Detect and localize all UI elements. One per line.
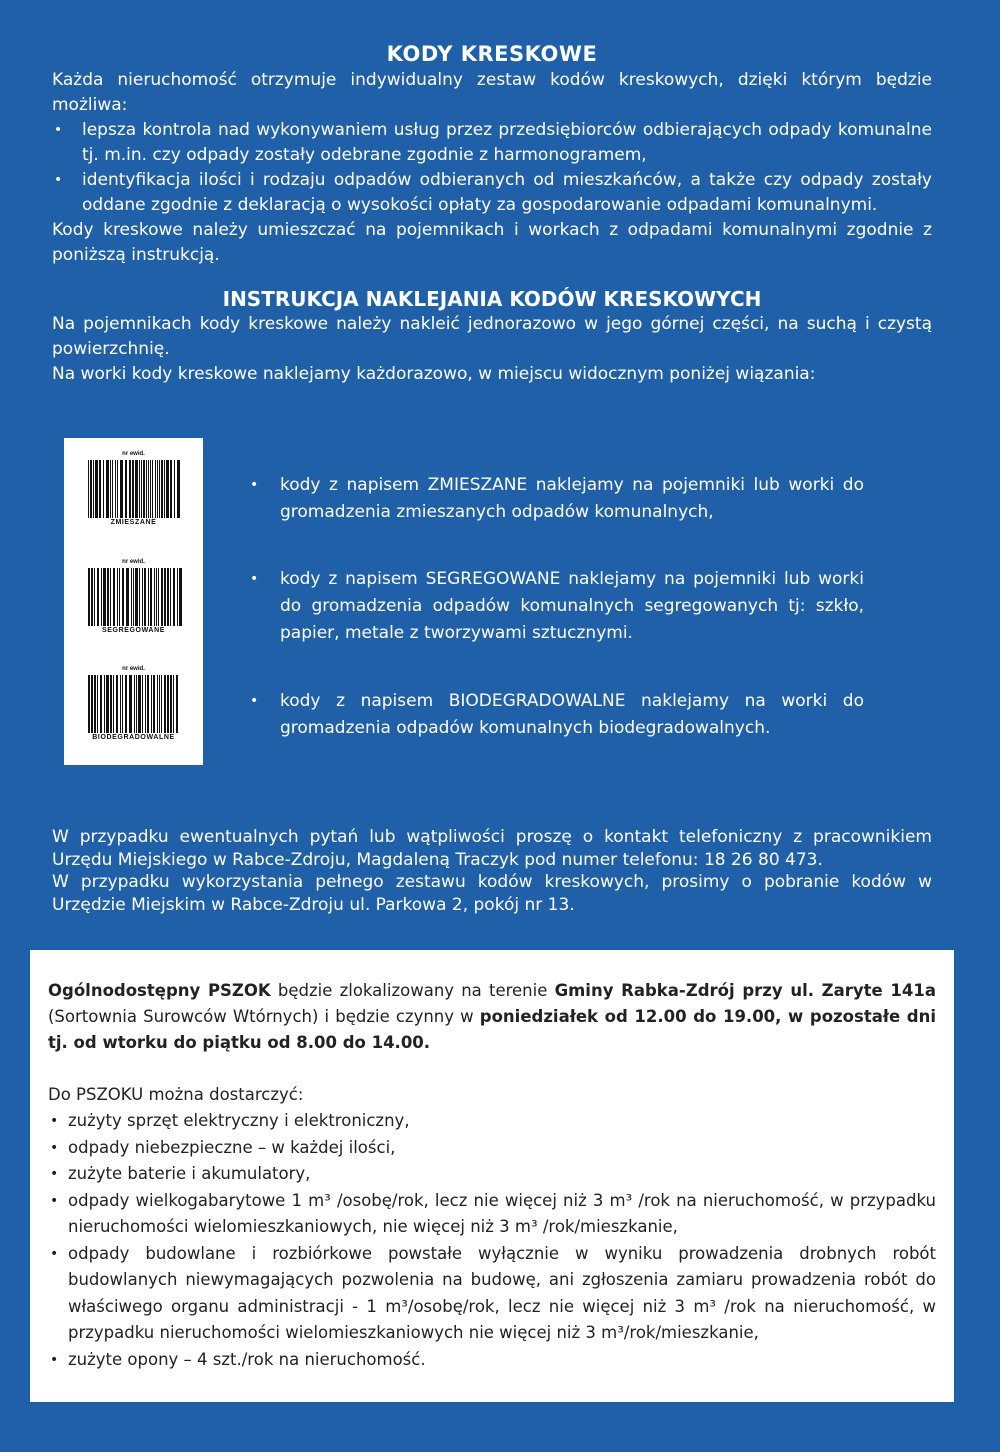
list-item: • zużyty sprzęt elektryczny i elektroniczny, — [48, 1108, 936, 1135]
barcode-type-label: SEGREGOWANE — [102, 627, 165, 634]
section-title: KODY KRESKOWE — [386, 42, 598, 66]
barcode-info-section — [52, 40, 932, 387]
barcode-usage-item-1 — [250, 472, 864, 526]
barcode-sample-card — [64, 438, 203, 765]
list-item: • identyfikacja ilości i rodzaju odpadów odbieranych od mieszkańców, a także czy odpady zostały oddane zgodnie z deklaracją o wysokości opłaty za gospodarowanie odpadami komunalnymi. — [52, 168, 932, 218]
list-item: • zużyte baterie i akumulatory, — [48, 1161, 936, 1188]
barcode-usage-item-2 — [250, 566, 864, 647]
barcode-nr-label: nr ewid. — [122, 559, 145, 565]
bullet-icon: • — [250, 477, 259, 493]
pszok-address: Gminy Rabka-Zdrój przy ul. Zaryte 141a — [554, 981, 936, 1000]
pszok-info-box — [30, 950, 954, 1402]
benefits-list — [52, 118, 932, 218]
barcode-usage-text: kody z napisem SEGREGOWANE naklejamy na pojemniki lub worki do gromadzenia odpadów komunalnych segregowanych tj: szkło, papier, metale z tworzywami sztucznymi. — [280, 569, 864, 643]
contact-section — [52, 826, 932, 916]
barcode-usage-text: kody z napisem ZMIESZANE naklejamy na pojemniki lub worki do gromadzenia zmieszanych odpadów komunalnych, — [280, 475, 864, 522]
pszok-hours: poniedziałek od 12.00 do 19.00, w pozostałe dni tj. od wtorku do piątku od 8.00 do 14.00. — [48, 1007, 936, 1052]
bullet-icon: • — [250, 693, 259, 709]
contact-paragraph: W przypadku ewentualnych pytań lub wątpliwości proszę o kontakt telefoniczny z pracownikiem Urzędu Miejskiego w Rabce-Zdroju, Magdaleną Traczyk pod numer telefonu: 18 26 80 473. — [52, 827, 932, 870]
instruction-paragraph-2: Na worki kody kreskowe naklejamy każdorazowo, w miejscu widocznym poniżej wiązania: — [52, 364, 816, 384]
list-item: • zużyte opony – 4 szt./rok na nieruchomość. — [48, 1347, 936, 1374]
barcode-usage-item-3 — [250, 688, 864, 742]
list-item: • lepsza kontrola nad wykonywaniem usług przez przedsiębiorców odbierających odpady komunalne tj. m.in. czy odpady zostały odebrane zgodnie z harmonogramem, — [52, 118, 932, 168]
barcode-nr-label: nr ewid. — [122, 666, 145, 672]
instruction-paragraph-1: Na pojemnikach kody kreskowe należy nakleić jednorazowo w jego górnej części, na suchą i czystą powierzchnię. — [52, 314, 932, 359]
barcode-icon — [86, 568, 182, 626]
pszok-location-paragraph — [48, 978, 936, 1056]
text-span: (Sortownia Surowców Wtórnych) i będzie czynny w — [48, 1007, 480, 1026]
barcode-type-label: ZMIESZANE — [110, 519, 157, 526]
outro-paragraph: Kody kreskowe należy umieszczać na pojemnikach i workach z odpadami komunalnymi zgodnie z poniższą instrukcją. — [52, 220, 932, 265]
barcode-icon — [86, 675, 182, 733]
barcode-nr-label: nr ewid. — [122, 451, 145, 457]
text-span: będzie zlokalizowany na terenie — [270, 981, 555, 1000]
barcode-zmieszane — [64, 450, 203, 527]
barcode-icon — [86, 460, 182, 518]
list-item: • odpady niebezpieczne – w każdej ilości, — [48, 1135, 936, 1162]
barcode-usage-text: kody z napisem BIODEGRADOWALNE naklejamy na worki do gromadzenia odpadów komunalnych biodegradowalnych. — [280, 691, 864, 738]
barcode-segregowane — [64, 558, 203, 635]
barcode-biodegradowalne — [64, 665, 203, 742]
list-item: • odpady wielkogabarytowe 1 m³ /osobę/rok, lecz nie więcej niż 3 m³ /rok na nieruchomość, w przypadku nieruchomości wielomieszkaniowych, nie więcej niż 3 m³ /rok/mieszkanie, — [48, 1188, 936, 1241]
pszok-items-list — [48, 1108, 936, 1373]
instruction-title: INSTRUKCJA NAKLEJANIA KODÓW KRESKOWYCH — [222, 287, 762, 311]
intro-paragraph: Każda nieruchomość otrzymuje indywidualny zestaw kodów kreskowych, dzięki którym będzie możliwa: — [52, 70, 932, 115]
list-item: • odpady budowlane i rozbiórkowe powstałe wyłącznie w wyniku prowadzenia drobnych robót budowlanych niewymagających pozwolenia na budowę, ani zgłoszenia zamiaru prowadzenia robót do właściwego organu administracji - 1 m³/osobę/rok, lecz nie więcej niż 3 m³ /rok na nieruchomość, w przypadku nieruchomości wielomieszkaniowych nie więcej niż 3 m³/rok/mieszkanie, — [48, 1241, 936, 1347]
pszok-list-intro: Do PSZOKU można dostarczyć: — [48, 1085, 304, 1104]
pszok-name: Ogólnodostępny PSZOK — [48, 981, 271, 1000]
pickup-paragraph: W przypadku wykorzystania pełnego zestawu kodów kreskowych, prosimy o pobranie kodów w Urzędzie Miejskim w Rabce-Zdroju ul. Parkowa 2, pokój nr 13. — [52, 872, 932, 915]
bullet-icon: • — [250, 571, 259, 587]
barcode-type-label: BIODEGRADOWALNE — [92, 734, 175, 741]
